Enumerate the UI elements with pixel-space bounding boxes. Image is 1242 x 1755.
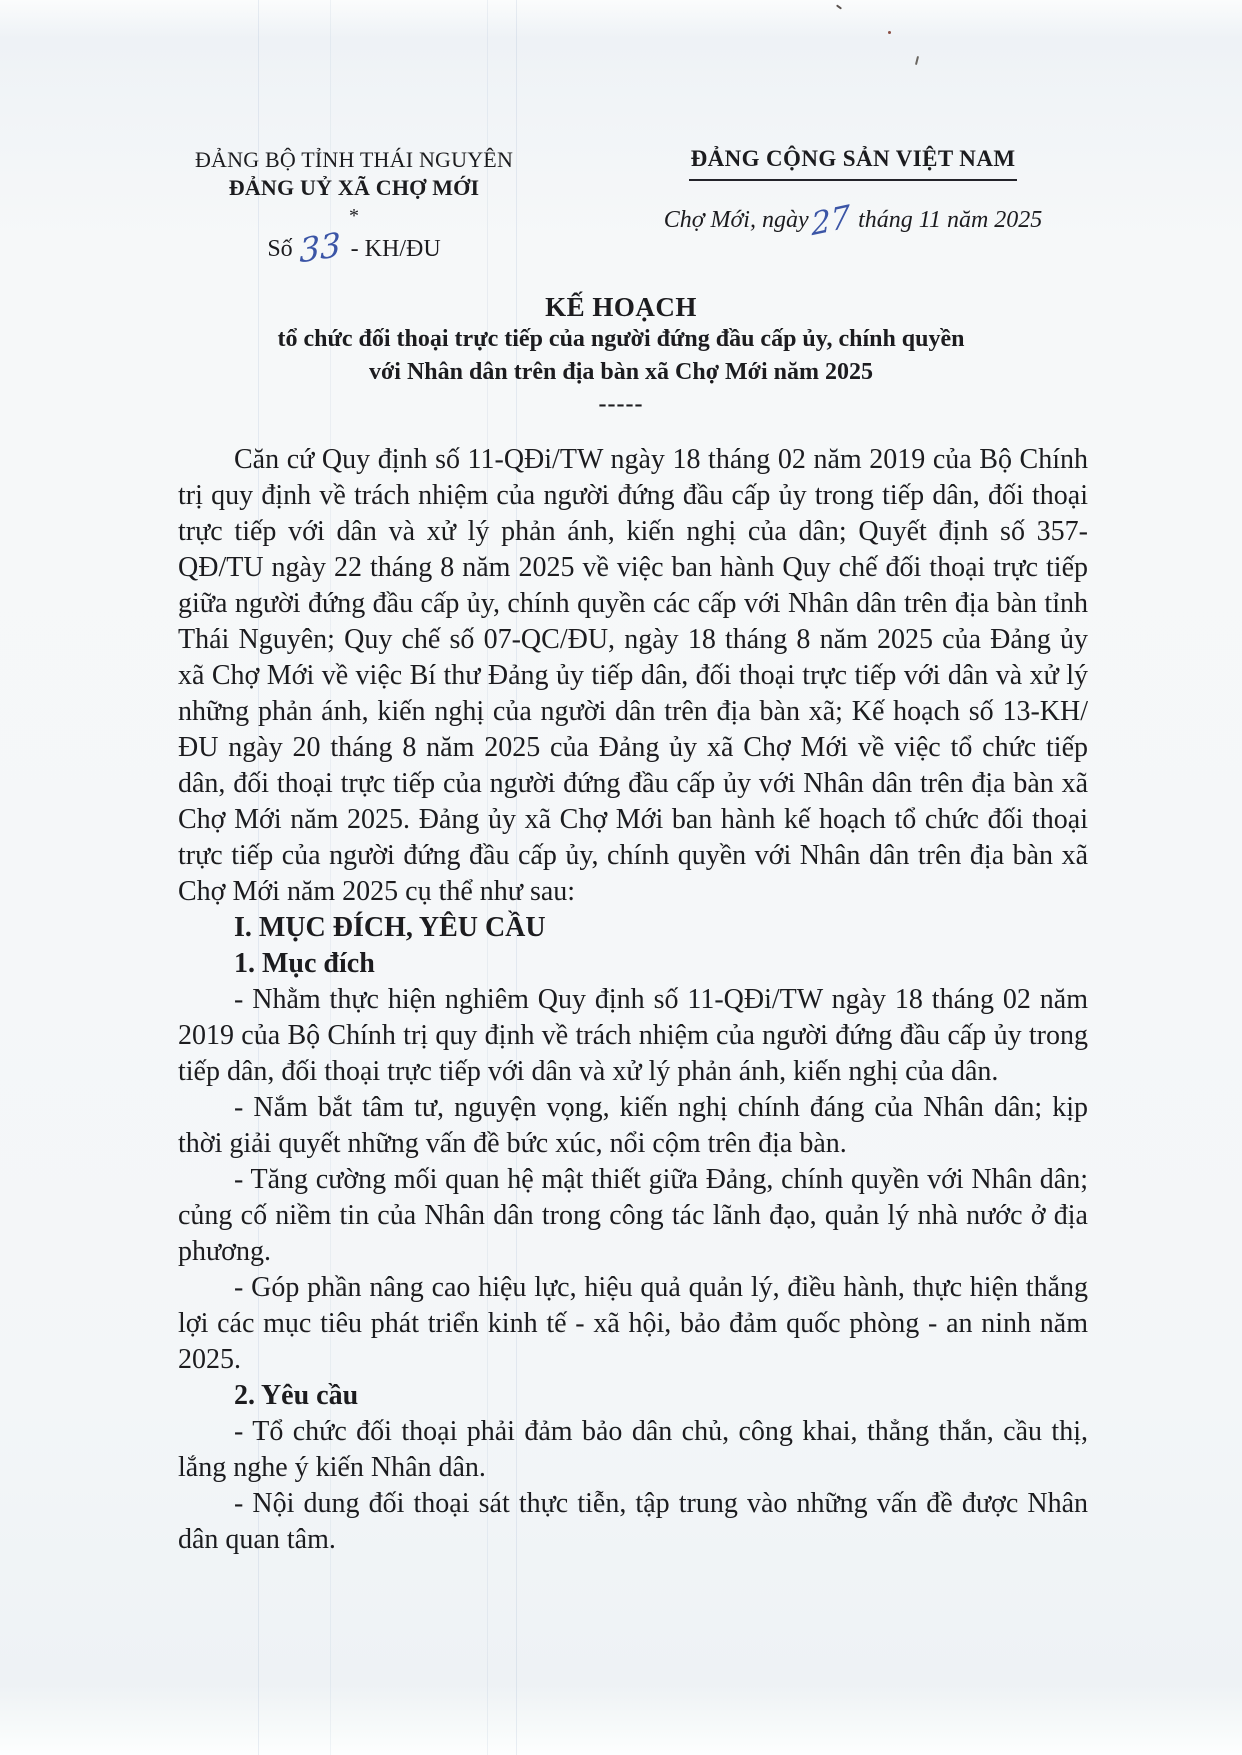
yeu-cau-bullet-2: - Nội dung đối thoại sát thực tiễn, tập trung vào những vấn đề được Nhân dân quan tâm. [178,1488,1088,1555]
muc-dich-bullet-4: - Góp phần nâng cao hiệu lực, hiệu quả quản lý, điều hành, thực hiện thắng lợi các mục tiêu phát triển kinh tế - xã hội, bảo đảm quốc phòng - an ninh năm 2025. [178,1272,1088,1375]
issuing-org-block [165,146,543,271]
subsection-heading-muc-dich: 1. Mục đích [234,948,375,979]
dateline [598,198,1108,244]
party-name-heading: ĐẢNG CỘNG SẢN VIỆT NAM [689,146,1018,181]
doc-type-heading: KẾ HOẠCH [545,292,697,322]
intro-paragraph: Căn cứ Quy định số 11-QĐi/TW ngày 18 tháng 02 năm 2019 của Bộ Chính trị quy định về trách nhiệm của người đứng đầu cấp ủy trong tiếp dân, đối thoại trực tiếp với dân và xử lý phản ánh, kiến nghị của dân; Quyết định số 357-QĐ/TU ngày 22 tháng 8 năm 2025 về việc ban hành Quy chế đối thoại trực tiếp giữa người đứng đầu cấp ủy, chính quyền các cấp với Nhân dân trên địa bàn tỉnh Thái Nguyên; Quy chế số 07-QC/ĐU, ngày 18 tháng 8 năm 2025 của Đảng ủy xã Chợ Mới về việc Bí thư Đảng ủy tiếp dân, đối thoại trực tiếp với dân và xử lý những phản ánh, kiến nghị của người dân trên địa bàn xã; Kế hoạch số 13-KH/ĐU ngày 20 tháng 8 năm 2025 của Đảng ủy xã Chợ Mới về việc tổ chức tiếp dân, đối thoại trực tiếp của người đứng đầu cấp ủy với Nhân dân trên địa bàn xã Chợ Mới năm 2025. Đảng ủy xã Chợ Mới ban hành kế hoạch tổ chức đối thoại trực tiếp của người đứng đầu cấp ủy, chính quyền với Nhân dân trên địa bàn xã Chợ Mới năm 2025 cụ thể như sau: [178,444,1088,907]
org-separator-star: * [349,205,359,227]
muc-dich-bullet-3: - Tăng cường mối quan hệ mật thiết giữa Đảng, chính quyền với Nhân dân; củng cố niềm tin của Nhân dân trong công tác lãnh đạo, quản lý nhà nước ở địa phương. [178,1164,1088,1267]
title-divider: ----- [598,391,644,417]
yeu-cau-bullet-1: - Tổ chức đối thoại phải đảm bảo dân chủ, công khai, thẳng thắn, cầu thị, lắng nghe ý kiến Nhân dân. [178,1416,1088,1483]
doc-number-handwritten: 33 [298,224,341,271]
org-parent-name: ĐẢNG BỘ TỈNH THÁI NGUYÊN [194,147,514,172]
scan-speckle [888,31,891,34]
scan-speckle [915,56,919,65]
doc-number-prefix: Số [267,236,293,262]
document-body [178,442,1088,1558]
section-heading-1: I. MỤC ĐÍCH, YÊU CẦU [234,912,546,943]
doc-number-suffix: - KH/ĐU [350,236,441,262]
muc-dich-bullet-2: - Nắm bắt tâm tư, nguyện vọng, kiến nghị chính đáng của Nhân dân; kịp thời giải quyết những vấn đề bức xúc, nổi cộm trên địa bàn. [178,1092,1088,1159]
dateline-suffix: tháng 11 năm 2025 [858,207,1043,233]
scan-speckle [836,4,842,9]
org-name: ĐẢNG UỶ XÃ CHỢ MỚI [228,174,480,200]
doc-number-line [165,224,543,271]
muc-dich-bullet-1: - Nhằm thực hiện nghiêm Quy định số 11-QĐi/TW ngày 18 tháng 02 năm 2019 của Bộ Chính trị quy định về trách nhiệm của người đứng đầu cấp ủy trong tiếp dân, đối thoại trực tiếp với dân và xử lý phản ánh, kiến nghị của dân. [178,984,1088,1087]
doc-subtitle-line2: với Nhân dân trên địa bàn xã Chợ Mới năm 2025 [369,359,873,385]
document-title-block [0,292,1242,418]
date-day-handwritten: 27 [810,198,851,244]
subsection-heading-yeu-cau: 2. Yêu cầu [234,1380,359,1411]
doc-subtitle-line1: tổ chức đối thoại trực tiếp của người đứng đầu cấp ủy, chính quyền [277,326,965,352]
dateline-prefix: Chợ Mới, ngày [663,207,809,233]
national-header-block [598,146,1108,244]
